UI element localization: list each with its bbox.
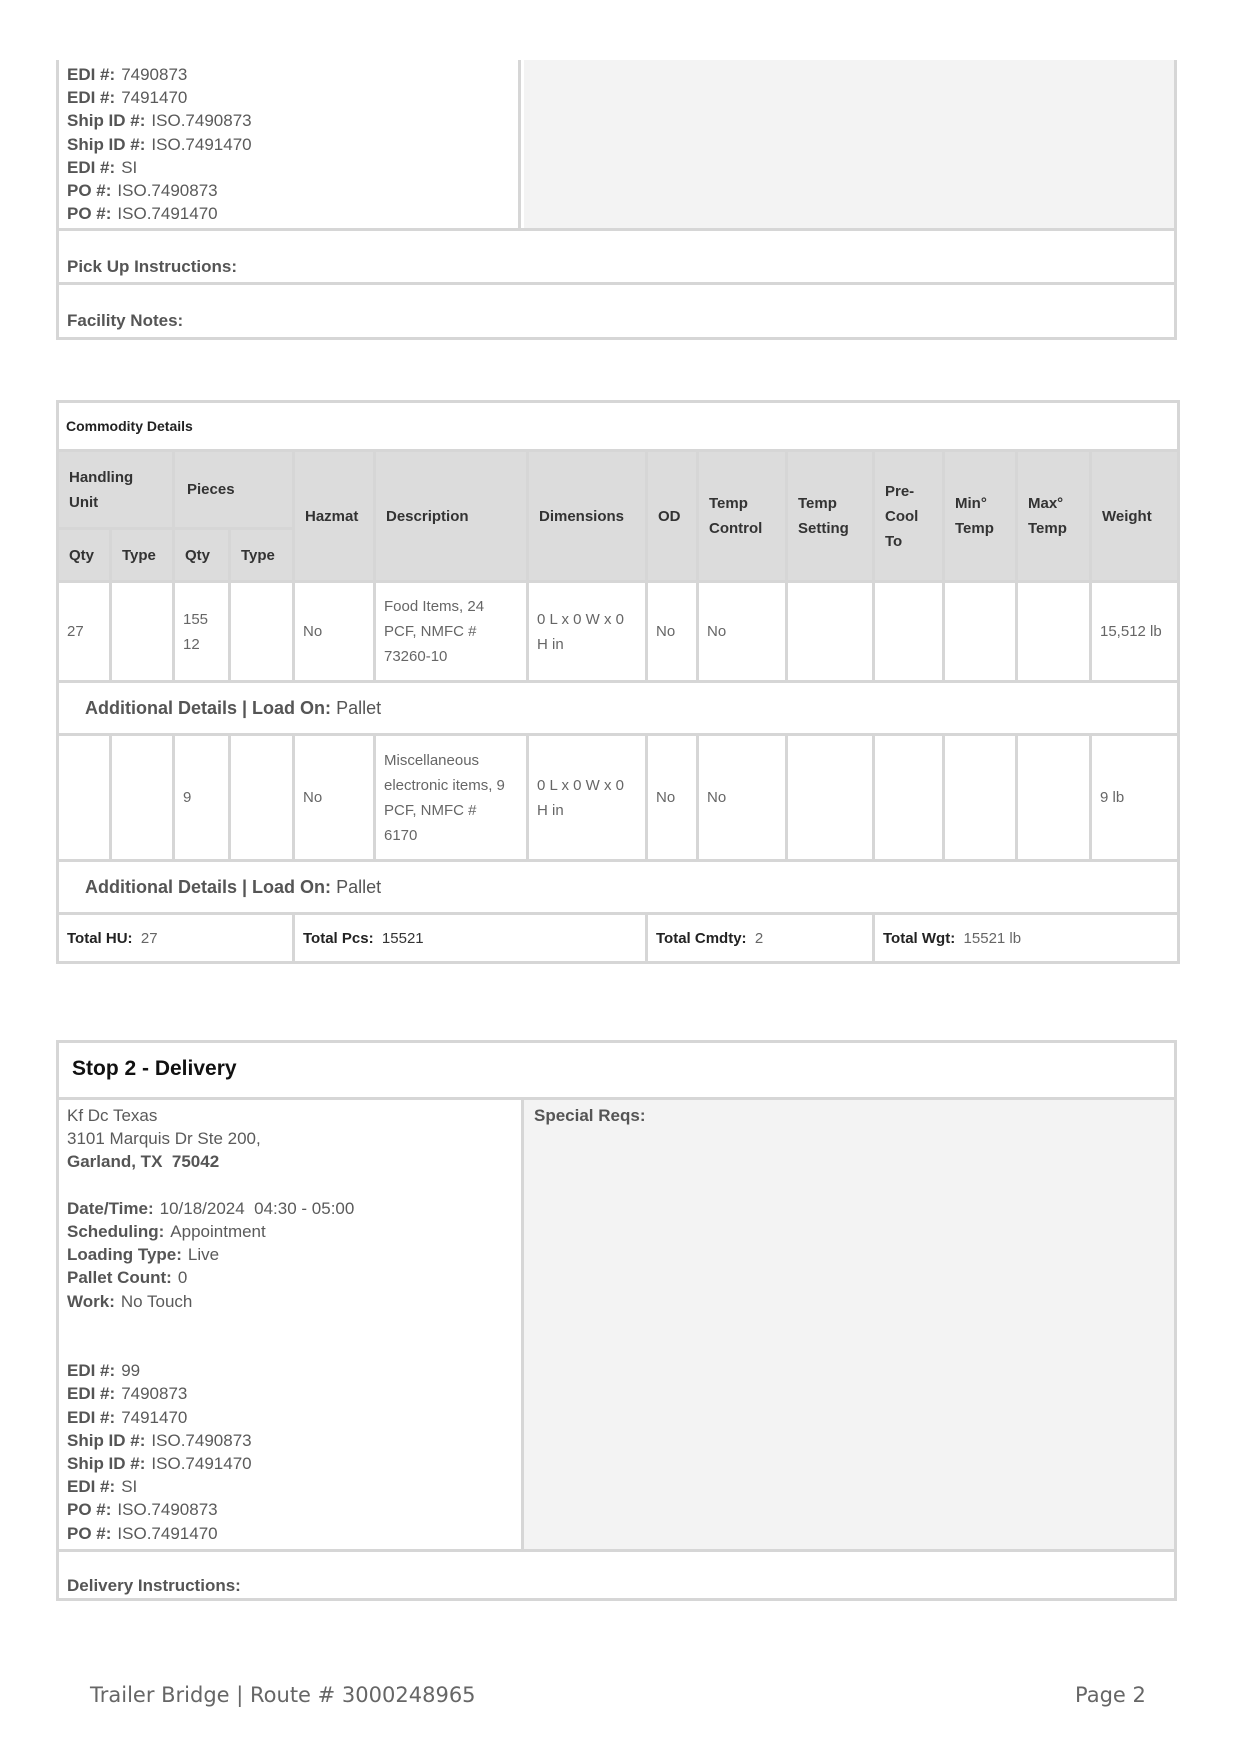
hazmat-cell: No [294, 582, 375, 682]
header-hu-type: Type [111, 529, 174, 582]
weight-cell: 15,512 lb [1091, 582, 1179, 682]
temp-control-cell: No [698, 735, 787, 861]
header-pre-cool-to: Pre-Cool To [874, 451, 944, 582]
description-cell: Food Items, 24 PCF, NMFC # 73260-10 [375, 582, 528, 682]
ref-line: EDI #: 7490873 [67, 1384, 188, 1404]
ref-line: Ship ID #: ISO.7490873 [67, 1430, 252, 1450]
header-dimensions: Dimensions [528, 451, 647, 582]
pcs-qty-cell: 9 [174, 735, 230, 861]
header-weight: Weight [1091, 451, 1179, 582]
ref-line: PO #: ISO.7490873 [67, 181, 218, 201]
hazmat-cell: No [294, 735, 375, 861]
stop1-continued-section [56, 60, 1177, 340]
ref-line: EDI #: 7491470 [67, 1407, 188, 1427]
dimensions-cell: 0 L x 0 W x 0 H in [528, 582, 647, 682]
additional-details-row [58, 682, 1179, 735]
total-hu: Total HU: 27 [58, 914, 294, 963]
pre-cool-cell [874, 582, 944, 682]
ref-line: PO #: ISO.7491470 [67, 1523, 218, 1543]
detail-line: Date/Time: 10/18/2024 04:30 - 05:00 [67, 1198, 355, 1218]
header-max-temp: Max° Temp [1017, 451, 1091, 582]
footer-page-number: Page 2 [1075, 1683, 1146, 1707]
hu-type-cell [111, 582, 174, 682]
header-temp-setting: Temp Setting [787, 451, 874, 582]
total-pcs: Total Pcs: 15521 [294, 914, 647, 963]
min-temp-cell [944, 582, 1017, 682]
additional-details-row [58, 861, 1179, 914]
additional-details-value: Pallet [336, 697, 382, 718]
header-temp-control: Temp Control [698, 451, 787, 582]
min-temp-cell [944, 735, 1017, 861]
commodity-table-title: Commodity Details [58, 402, 1179, 451]
city-state-zip: Garland, TX 75042 [67, 1152, 220, 1172]
header-od: OD [647, 451, 698, 582]
max-temp-cell [1017, 735, 1091, 861]
header-min-temp: Min° Temp [944, 451, 1017, 582]
commodity-details-section [56, 400, 1177, 981]
commodity-table [56, 400, 1180, 964]
temp-control-cell: No [698, 582, 787, 682]
weight-cell: 9 lb [1091, 735, 1179, 861]
special-reqs-panel [524, 1100, 1174, 1549]
ref-line: Ship ID #: ISO.7490873 [67, 111, 252, 131]
ref-line: EDI #: 99 [67, 1361, 141, 1381]
description-cell: Miscellaneous electronic items, 9 PCF, NMFC # 6170 [375, 735, 528, 861]
header-hu-qty: Qty [58, 529, 111, 582]
ref-line: EDI #: SI [67, 157, 138, 177]
header-hazmat: Hazmat [294, 451, 375, 582]
detail-line: Loading Type: Live [67, 1245, 220, 1265]
ref-line: PO #: ISO.7491470 [67, 204, 218, 224]
special-reqs-label: Special Reqs: [534, 1106, 646, 1125]
detail-line: Scheduling: Appointment [67, 1222, 266, 1241]
stop2-details [59, 1100, 524, 1549]
temp-setting-cell [787, 735, 874, 861]
pcs-type-cell [230, 735, 294, 861]
address-line: 3101 Marquis Dr Ste 200, [67, 1129, 261, 1149]
max-temp-cell [1017, 582, 1091, 682]
stop1-reference-ids [59, 60, 521, 228]
additional-details-value: Pallet [336, 876, 382, 897]
table-row [58, 582, 1179, 682]
pickup-instructions-label: Pick Up Instructions: [59, 228, 1174, 280]
total-cmdty: Total Cmdty: 2 [647, 914, 874, 963]
hu-qty-cell: 27 [58, 582, 111, 682]
hu-type-cell [111, 735, 174, 861]
stop2-delivery-section [56, 1040, 1177, 1601]
header-description: Description [375, 451, 528, 582]
hu-qty-cell [58, 735, 111, 861]
totals-row [58, 914, 1179, 963]
header-handling-unit: Handling Unit [58, 451, 174, 529]
pcs-qty-cell: 15512 [174, 582, 230, 682]
detail-line: Pallet Count: 0 [67, 1268, 188, 1288]
stop2-title: Stop 2 - Delivery [59, 1043, 1174, 1100]
facility-notes-label: Facility Notes: [59, 282, 1174, 334]
header-pieces: Pieces [174, 451, 294, 529]
additional-details-label: Additional Details | Load On: [85, 697, 332, 718]
od-cell: No [647, 582, 698, 682]
header-pcs-qty: Qty [174, 529, 230, 582]
temp-setting-cell [787, 582, 874, 682]
header-pcs-type: Type [230, 529, 294, 582]
delivery-instructions-label: Delivery Instructions: [59, 1549, 1174, 1601]
od-cell: No [647, 735, 698, 861]
facility-name: Kf Dc Texas [67, 1106, 158, 1125]
total-wgt: Total Wgt: 15521 lb [874, 914, 1179, 963]
detail-line: Work: No Touch [67, 1291, 193, 1311]
ref-line: Ship ID #: ISO.7491470 [67, 1454, 252, 1473]
pcs-type-cell [230, 582, 294, 682]
pre-cool-cell [874, 735, 944, 861]
dimensions-cell: 0 L x 0 W x 0 H in [528, 735, 647, 861]
ref-line: Ship ID #: ISO.7491470 [67, 134, 252, 154]
ref-line: EDI #: 7491470 [67, 88, 188, 108]
additional-details-label: Additional Details | Load On: [85, 876, 332, 897]
stop1-special-reqs-panel [524, 60, 1174, 228]
ref-line: EDI #: SI [67, 1477, 138, 1497]
ref-line: PO #: ISO.7490873 [67, 1500, 218, 1520]
table-row [58, 735, 1179, 861]
footer-route: Trailer Bridge | Route # 3000248965 [90, 1683, 476, 1707]
ref-line: EDI #: 7490873 [67, 65, 188, 84]
